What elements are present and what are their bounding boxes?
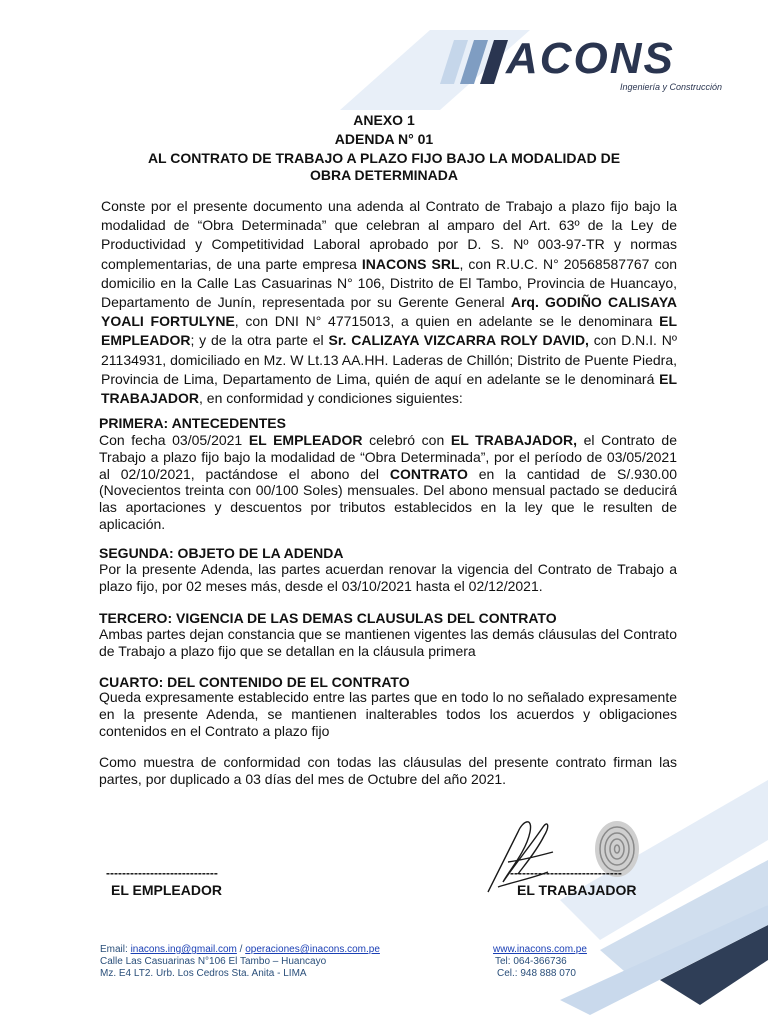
logo-tagline: Ingeniería y Construcción — [619, 82, 722, 92]
logo-wordmark: ACONS — [506, 34, 675, 83]
cellphone: Cel.: 948 888 070 — [497, 968, 576, 979]
contract-title-line2: OBRA DETERMINADA — [309, 167, 459, 183]
employer-signature-line: ---------------------------- — [106, 866, 218, 880]
closing-paragraph: Como muestra de conformidad con todas las cláusulas del presente contrato firman las partes, por duplicado a 03 días del mes de Octubre del año 2021. — [99, 754, 677, 787]
addendum-number: ADENDA N° 01 — [334, 131, 434, 147]
intro-paragraph: Conste por el presente documento una adenda al Contrato de Trabajo a plazo fijo bajo la modalidad de “Obra Determinada” que celebran al amparo del Art. 63º de la Ley de Productividad y Competitividad Laboral aprobado por D. S. Nº 003-97-TR y normas complementarias, de una parte empresa INACONS SRL, con R.U.C. N° 20568587767 con domicilio en la Calle Las Casuarinas N° 106, Distrito de El Tambo, Provincia de Huancayo, Departamento de Junín, representada por su Gerente General Arq. GODIÑO CALISAYA YOALI FORTULYNE, con DNI N° 47715013, a quien en adelante se le denominara EL EMPLEADOR; y de la otra parte el Sr. CALIZAYA VIZCARRA ROLY DAVID, con D.N.I. Nº 21134931, domiciliado en Mz. W Lt.13 AA.HH. Laderas de Chillón; Distrito de Puente Piedra, Provincia de Lima, Departamento de Lima, quién de aquí en adelante se le denominará EL TRABAJADOR, en conformidad y condiciones siguientes: — [101, 198, 678, 407]
address-huancayo: Calle Las Casuarinas N°106 El Tambo – Huancayo — [100, 956, 327, 967]
section-primera-title: PRIMERA: ANTECEDENTES — [99, 415, 286, 431]
telephone: Tel: 064-366736 — [495, 956, 567, 967]
contract-title-line1: AL CONTRATO DE TRABAJO A PLAZO FIJO BAJO LA MODALIDAD DE — [147, 150, 621, 166]
footer-right — [493, 944, 587, 980]
email-link-2[interactable]: operaciones@inacons.com.pe — [245, 944, 380, 955]
company-name: INACONS SRL — [361, 255, 460, 272]
footer-left: Email: inacons.ing@gmail.com / operaciones@inacons.com.pe Calle Las Casuarinas N°106 El Tambo – Huancayo Mz. E4 LT2. Urb. Los Cedros Sta. Anita - LIMA — [100, 944, 380, 979]
section-tercero-text: Ambas partes dejan constancia que se mantienen vigentes las demás cláusulas del Contrato de Trabajo a plazo fijo que se detallan en la cláusula primera — [99, 626, 677, 659]
section-primera-text: Con fecha 03/05/2021 EL EMPLEADOR celebró con EL TRABAJADOR, el Contrato de Trabajo a plazo fijo bajo la modalidad de “Obra Determinada”, por el período de 03/05/2021 al 02/10/2021, pactándose el abono del CONTRATO en la cantidad de S/.930.00 (Novecientos treinta con 00/100 Soles) mensuales. Del abono mensual pactado se deducirá las aportaciones y descuentos por tributos establecidos en la ley que le resulten de aplicación. — [99, 432, 677, 532]
worker-signature-line: ---------------------------- — [510, 866, 622, 880]
section-segunda-title: SEGUNDA: OBJETO DE LA ADENDA — [99, 545, 344, 561]
section-segunda-text: Por la presente Adenda, las partes acuerdan renovar la vigencia del Contrato de Trabajo a plazo fijo, por 02 meses más, desde el 03/10/2021 hasta el 02/12/2021. — [99, 561, 677, 594]
worker-name: Sr. CALIZAYA VIZCARRA ROLY DAVID, — [328, 332, 589, 349]
annex-title: ANEXO 1 — [353, 112, 415, 128]
email-link-1[interactable]: inacons.ing@gmail.com — [130, 944, 237, 955]
employer-label: EL EMPLEADOR — [111, 882, 222, 898]
company-logo — [440, 34, 730, 98]
worker-label: EL TRABAJADOR — [517, 882, 637, 898]
section-cuarto-text: Queda expresamente establecido entre las partes que en todo lo no señalado expresamente en la presente Adenda, se mantienen inalterables todos los acuerdos y obligaciones contenidos en el Contrato a plazo fijo — [99, 689, 677, 739]
website-link[interactable]: www.inacons.com.pe — [493, 944, 587, 955]
section-cuarto-title: CUARTO: DEL CONTENIDO DE EL CONTRATO — [99, 674, 410, 690]
section-tercero-title: TERCERO: VIGENCIA DE LAS DEMAS CLAUSULAS DEL CONTRATO — [99, 610, 557, 626]
manager-name: Arq. GODIÑO CALISAYA YOALI FORTULYNE — [101, 294, 678, 330]
address-lima: Mz. E4 LT2. Urb. Los Cedros Sta. Anita - LIMA — [100, 968, 307, 979]
